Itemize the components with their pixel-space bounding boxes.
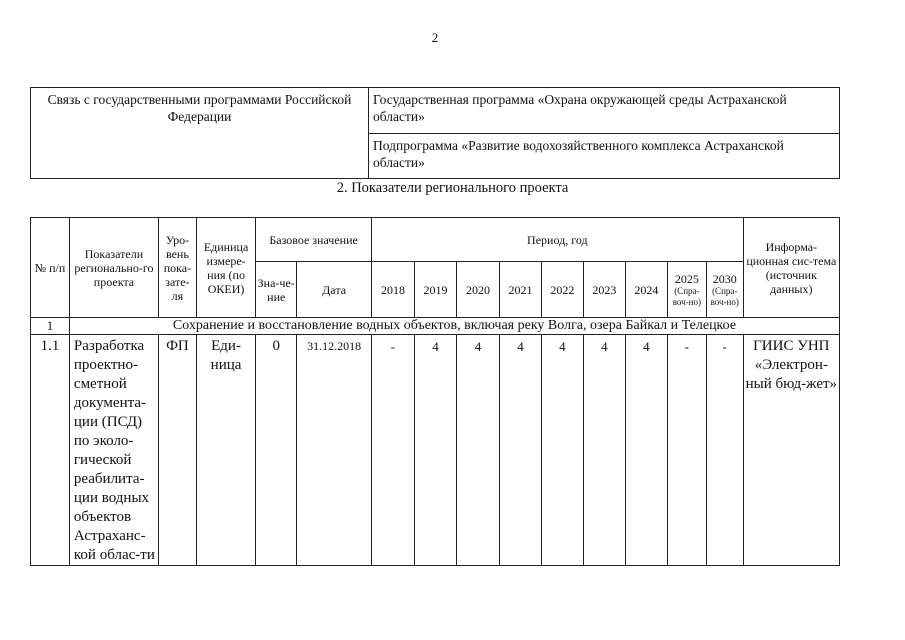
- year-header: [583, 262, 625, 318]
- year-note: (Спра-воч-но): [672, 285, 701, 307]
- header-date: Дата: [297, 262, 372, 318]
- year-header: [414, 262, 456, 318]
- row-unit: Еди-ница: [196, 335, 255, 566]
- header-period: Период, год: [371, 218, 743, 262]
- row-base-date: 31.12.2018: [297, 335, 372, 566]
- indicators-table: [30, 217, 840, 566]
- year-header: [625, 262, 667, 318]
- year-label: 2023: [592, 282, 617, 297]
- row-info-system: ГИИС УНП «Электрон-ный бюд-жет»: [743, 335, 839, 566]
- year-label: 2025: [674, 271, 699, 286]
- row-value-2019: 4: [414, 335, 456, 566]
- year-header: [499, 262, 541, 318]
- year-label: 2022: [550, 282, 575, 297]
- header-base: Базовое значение: [256, 218, 372, 262]
- year-label: 2021: [508, 282, 533, 297]
- header-unit: Единица измере-ния (по ОКЕИ): [196, 218, 255, 318]
- header-value: Зна-че-ние: [256, 262, 297, 318]
- header-indicators: Показатели регионально-го проекта: [69, 218, 158, 318]
- header-level: Уро-вень пока-зате-ля: [158, 218, 196, 318]
- year-label: 2018: [380, 282, 405, 297]
- year-label: 2030: [712, 271, 737, 286]
- year-header: [456, 262, 499, 318]
- row-name: Разработка проектно-сметной документа-ции (ПСД) по эколо-гической реабилита-ции водных объектов Астраханс-кой облас-ти: [69, 335, 158, 566]
- year-header: [706, 262, 743, 318]
- row-value-2021: 4: [499, 335, 541, 566]
- year-note: (Спра-воч-но): [710, 285, 739, 307]
- subprogram: Подпрограмма «Развитие водохозяйственного комплекса Астраханской области»: [369, 133, 840, 179]
- header-info: Информа-ционная сис-тема (источник данных): [743, 218, 839, 318]
- program-link-table: [30, 87, 840, 179]
- row-level: ФП: [158, 335, 196, 566]
- page-number: 2: [431, 30, 439, 45]
- year-header: [667, 262, 706, 318]
- year-header: [371, 262, 414, 318]
- row-value-2024: 4: [625, 335, 667, 566]
- row-value-2018: -: [371, 335, 414, 566]
- state-program: Государственная программа «Охрана окружающей среды Астраханской области»: [369, 88, 840, 134]
- year-header: [541, 262, 583, 318]
- header-num: № п/п: [31, 218, 70, 318]
- row-value-2025: -: [667, 335, 706, 566]
- row-base-value: 0: [256, 335, 297, 566]
- year-label: 2020: [465, 282, 490, 297]
- row-value-2022: 4: [541, 335, 583, 566]
- section-title: 2. Показатели регионального проекта: [336, 180, 569, 196]
- link-label: Связь с государственными программами Российской Федерации: [31, 88, 369, 179]
- year-label: 2024: [634, 282, 659, 297]
- row-value-2020: 4: [456, 335, 499, 566]
- row-value-2023: 4: [583, 335, 625, 566]
- row-value-2030: -: [706, 335, 743, 566]
- row-num: 1.1: [31, 335, 70, 566]
- section-heading: Сохранение и восстановление водных объектов, включая реку Волга, озера Байкал и Телецкое: [69, 318, 839, 335]
- section-num: 1: [31, 318, 70, 335]
- year-label: 2019: [423, 282, 448, 297]
- table-row: [31, 335, 840, 566]
